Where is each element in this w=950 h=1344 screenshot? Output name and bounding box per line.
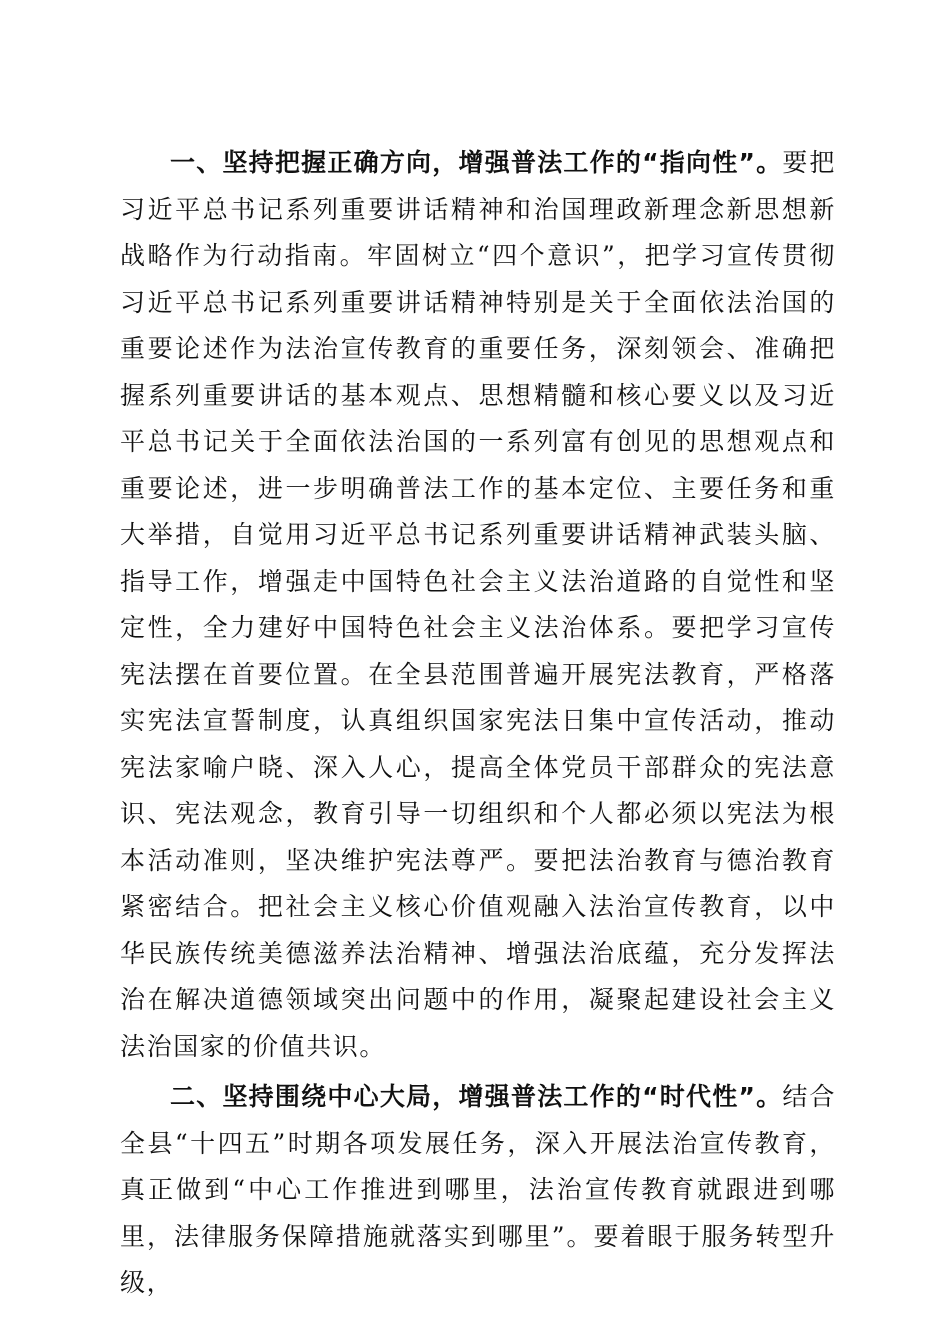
paragraph-1-body: 要把习近平总书记系列重要讲话精神和治国理政新理念新思想新战略作为行动指南。牢固树立“四个意识”，把学习宣传贯彻习近平总书记系列重要讲话精神特别是关于全面依法治国的重要论述作为法治宣传教育的重要任务，深刻领会、准确把握系列重要讲话的基本观点、思想精髓和核心要义以及习近平总书记关于全面依法治国的一系列富有创见的思想观点和重要论述，进一步明确普法工作的基本定位、主要任务和重大举措，自觉用习近平总书记系列重要讲话精神武装头脑、指导工作，增强走中国特色社会主义法治道路的自觉性和坚定性，全力建好中国特色社会主义法治体系。要把学习宣传宪法摆在首要位置。在全县范围普遍开展宪法教育，严格落实宪法宣誓制度，认真组织国家宪法日集中宣传活动，推动宪法家喻户晓、深入人心，提高全体党员干部群众的宪法意识、宪法观念，教育引导一切组织和个人都必须以宪法为根本活动准则，坚决维护宪法尊严。要把法治教育与德治教育紧密结合。把社会主义核心价值观融入法治宣传教育，以中华民族传统美德滋养法治精神、增强法治底蕴，充分发挥法治在解决道德领域突出问题中的作用，凝聚起建设社会主义法治国家的价值共识。	[120, 148, 836, 1061]
paragraph-2-body: 结合全县“十四五”时期各项发展任务，深入开展法治宣传教育，真正做到“中心工作推进到哪里，法治宣传教育就跟进到哪里，法律服务保障措施就落实到哪里”。要着眼于服务转型升级，	[120, 1082, 836, 1297]
document-body	[120, 140, 836, 1307]
paragraph-1	[120, 140, 836, 1070]
paragraph-2-heading: 二、坚持围绕中心大局，增强普法工作的“时代性”。	[170, 1082, 783, 1111]
paragraph-2	[120, 1074, 836, 1307]
paragraph-1-heading: 一、坚持把握正确方向，增强普法工作的“指向性”。	[170, 148, 783, 177]
